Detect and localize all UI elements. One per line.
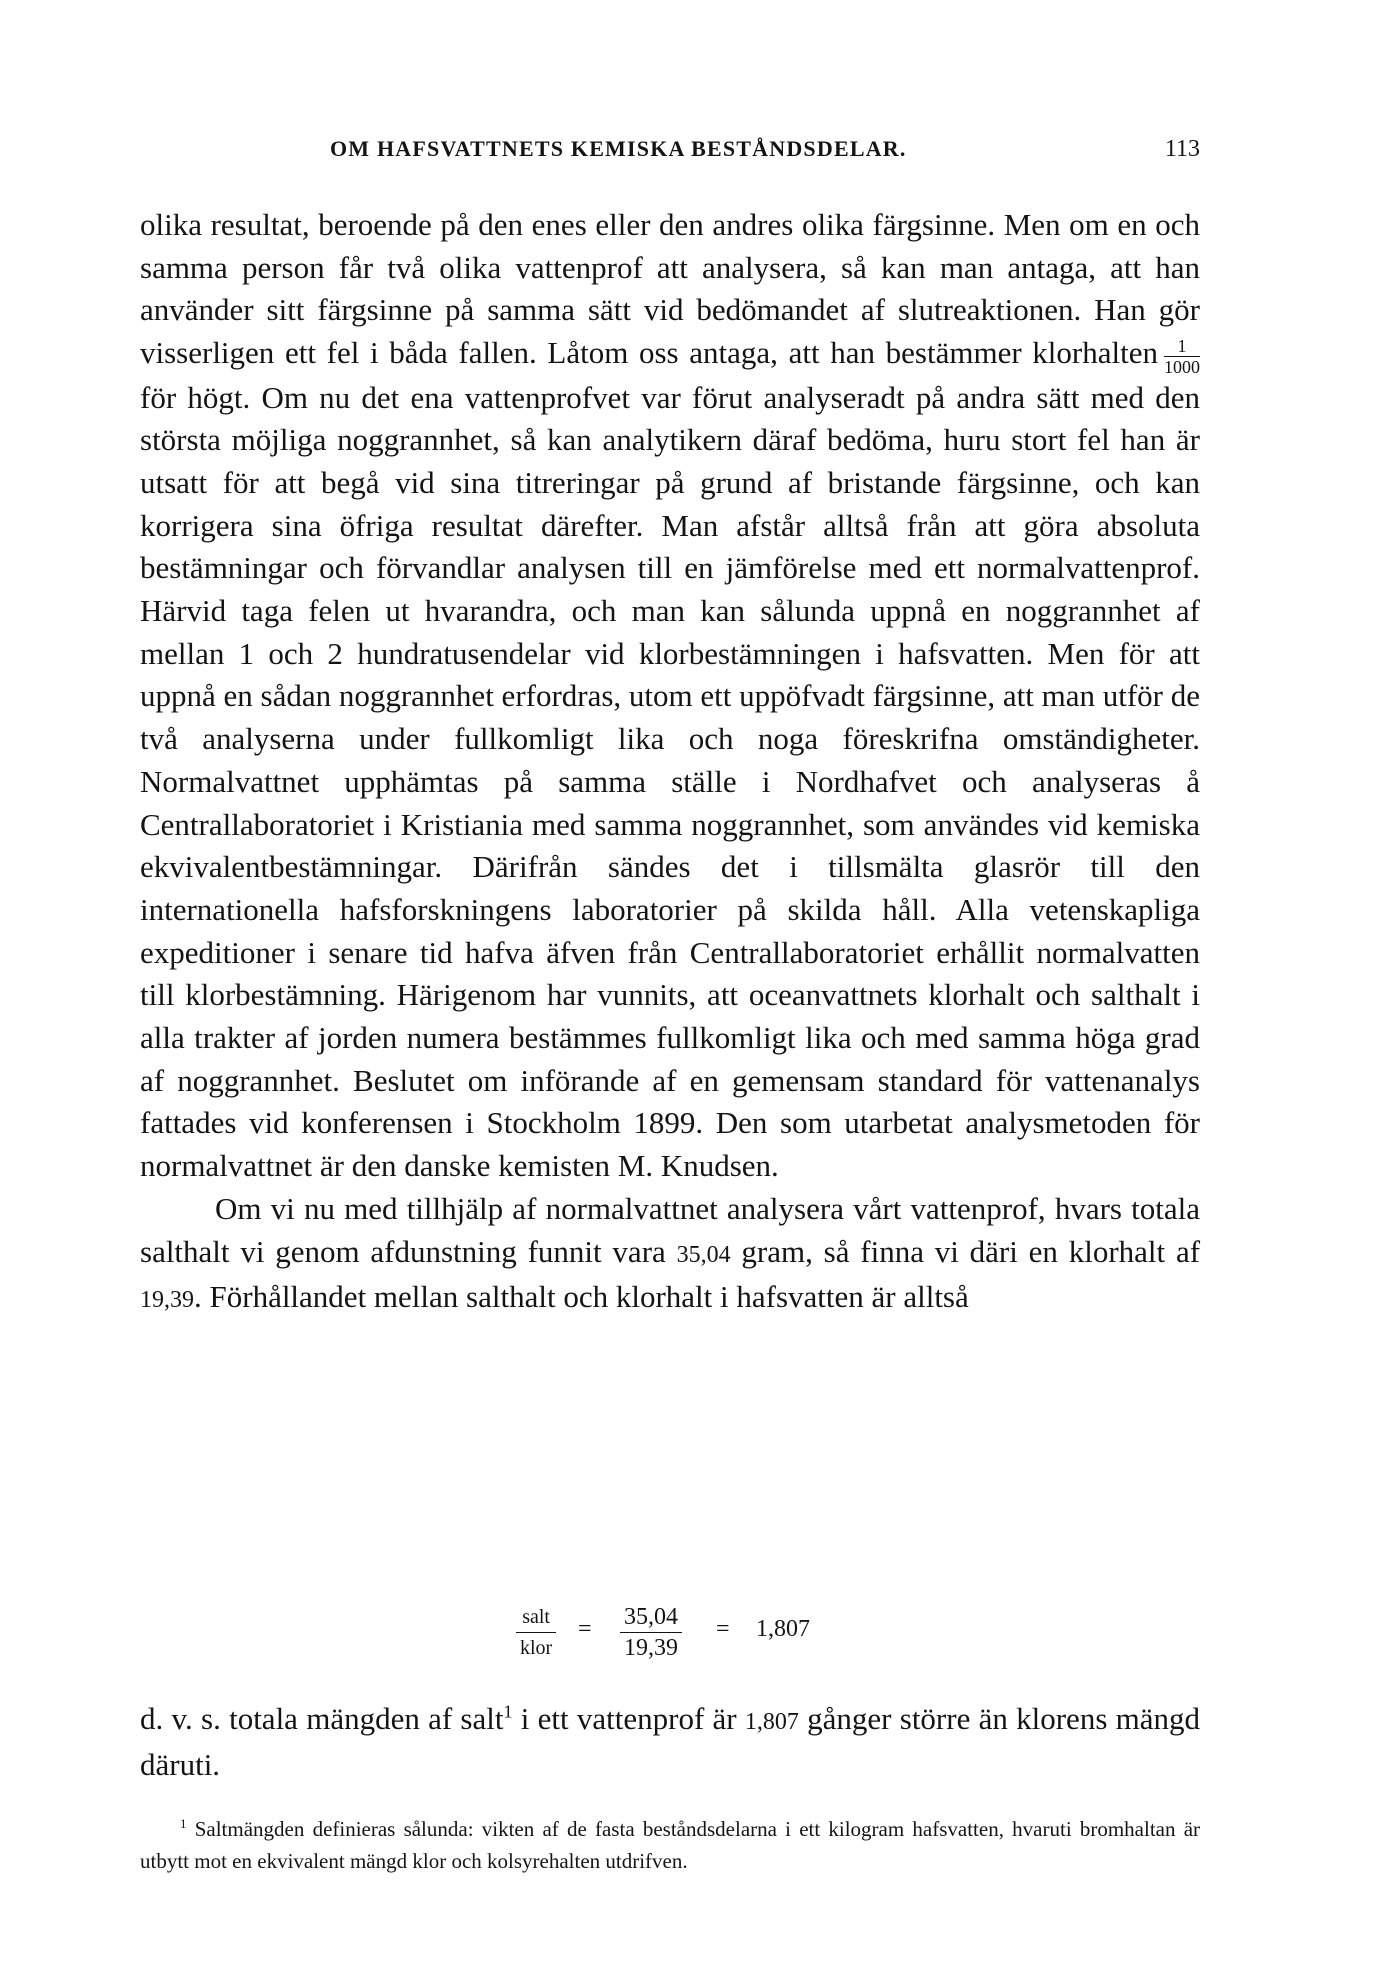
paragraph-1-part-b: för högt. Om nu det ena vattenprofvet var förut analyseradt på andra sätt med den största möjliga noggrannhet, så kan analytikern däraf bedöma, huru stort fel han är utsatt för att begå vid sina titreringar på grund af bristande färgsinne, och kan korrigera sina öfriga resultat därefter. Man afstår alltså från att göra absoluta bestämningar och förvandlar analysen till en jämförelse med ett normalvattenprof. Härvid taga felen ut hvarandra, och man kan sålunda uppnå en noggrannhet af mellan 1 och 2 hundratusendelar vid klorbestämningen i hafsvatten. Men för att uppnå en sådan noggrannhet erfordras, utom ett uppöfvadt färgsinne, att man utför de två analyserna under fullkomligt lika och noga föreskrifna omständigheter. Normalvattnet upphämtas på samma ställe i Nordhafvet och analyseras å Centrallaboratoriet i Kristiania med samma noggrannhet, som användes vid kemiska ekvivalentbestämningar. Därifrån sändes det i tillsmälta glasrör till den internationella hafsforskningens laboratorier på skilda håll. Alla vetenskapliga expeditioner i senare tid hafva äfven från Centrallaboratoriet erhållit normalvatten till klorbestämning. Härigenom har vunnits, att oceanvattnets klorhalt och salthalt i alla trakter af jorden numera bestämmes fullkomligt lika och med samma höga grad af noggrannhet. Beslutet om införande af en gemensam standard för vattenanalys fattades vid konferensen i Stockholm 1899. Den som utarbetat analysmetoden för normalvattnet är den danske kemisten M. Knudsen.: [140, 379, 1200, 1184]
conclusion-part-a: d. v. s. totala mängden af salt: [140, 1701, 504, 1736]
footnote-text: Saltmängden definieras sålunda: vikten af de fasta beståndsdelarna i ett kilogram hafsvatten, hvaruti bromhaltan är utbytt mot en ekvivalent mängd klor och kolsyrehalten utdrifven.: [140, 1817, 1201, 1873]
footnote-paragraph: [140, 1808, 1200, 1877]
conclusion-paragraph: [140, 1698, 1200, 1786]
inline-fraction: [1164, 336, 1200, 377]
salt-value: 35,04: [676, 1241, 731, 1268]
klor-value: 19,39: [140, 1287, 194, 1314]
conclusion-text: [140, 1698, 1200, 1786]
formula-middle: [620, 1602, 682, 1663]
ratio-value: 1,807: [744, 1709, 799, 1735]
footnote-mark: 1: [180, 1816, 187, 1831]
page-number: 113: [1164, 136, 1200, 162]
body-text: [140, 204, 1200, 1322]
footnote: [140, 1808, 1200, 1877]
paragraph-1: [140, 204, 1200, 1188]
paragraph-2-part-c: . Förhållandet mellan salthalt och klorhalt i hafsvatten är alltså: [194, 1279, 969, 1315]
formula-lhs: [516, 1602, 556, 1663]
formula-result: 1,807: [756, 1616, 810, 1642]
conclusion-part-b: i ett vattenprof är: [512, 1701, 737, 1736]
paragraph-2-part-b: gram, så finna vi däri en klorhalt af: [741, 1233, 1201, 1269]
fraction-numerator: 1: [1164, 336, 1200, 357]
formula-middle-numerator: 35,04: [624, 1604, 678, 1630]
formula-lhs-denominator: klor: [516, 1632, 556, 1663]
formula-equals-2: =: [716, 1616, 730, 1642]
paragraph-1-part-a: olika resultat, beroende på den enes eller den andres olika färgsinne. Men om en och samma person får två olika vattenprof att analysera, så kan man antaga, att han använder sitt färgsinne på samma sätt vid bedömandet af slutreaktionen. Han gör visserligen ett fel i båda fallen. Låtom oss antaga, att han bestämmer klorhalten: [140, 207, 1200, 371]
page-header: [140, 136, 1200, 176]
paragraph-2-part-a: Om vi nu med tillhjälp af normalvattnet analysera vårt vattenprof, hvars totala salthalt vi genom afdunstning funnit vara: [140, 1190, 1200, 1269]
paragraph-2: [140, 1188, 1200, 1322]
formula-lhs-numerator: salt: [522, 1606, 550, 1628]
formula-middle-denominator: 19,39: [620, 1632, 682, 1663]
running-title: OM HAFSVATTNETS KEMISKA BESTÅNDSDELAR.: [330, 136, 907, 161]
formula-equals-1: =: [578, 1616, 592, 1642]
conclusion-part-c: gånger större än klorens mängd däruti.: [140, 1701, 1201, 1782]
footnote-reference: 1: [503, 1701, 513, 1722]
fraction-denominator: 1000: [1164, 356, 1200, 377]
ratio-formula: [516, 1598, 916, 1678]
